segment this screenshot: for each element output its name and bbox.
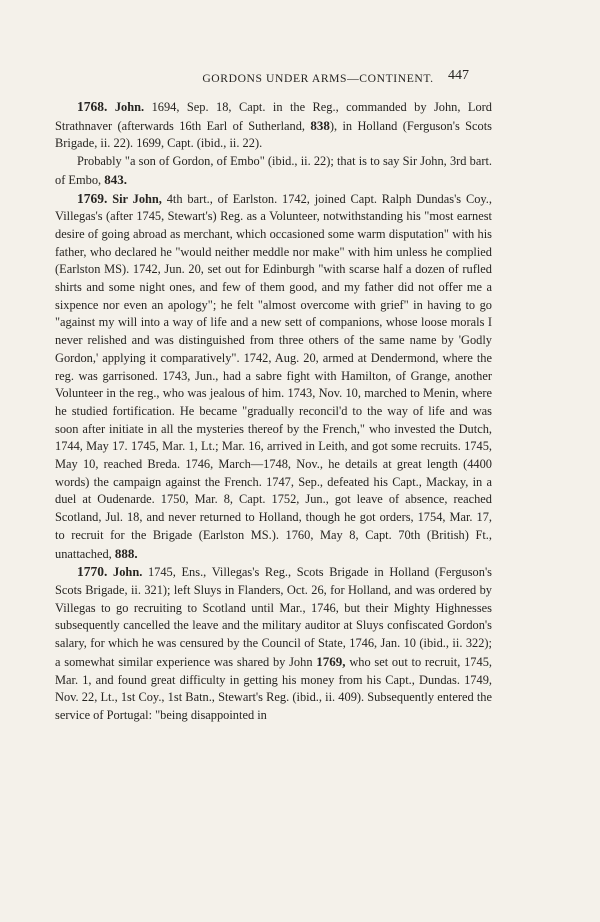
entry-note: Probably "a son of Gordon, of Embo" (ibid., ii. 22); that is to say Sir John, 3rd bart. of Embo, — [55, 154, 492, 187]
entry-name: Sir John, — [112, 191, 162, 206]
entry-text: 1694, Sep. 18, Capt. in the Reg., commanded by John, Lord Strathnaver (afterwards 16th Earl of Sutherland, — [55, 100, 492, 133]
cross-reference: 838 — [310, 117, 330, 133]
page-body — [55, 98, 492, 725]
running-title: GORDONS UNDER ARMS—CONTINENT. — [202, 72, 434, 85]
entry-name: John. — [113, 565, 143, 580]
cross-reference: 843. — [104, 171, 127, 187]
entry-1768-note — [55, 153, 492, 189]
entry-1769 — [55, 190, 492, 564]
entry-name: John. — [114, 100, 145, 114]
entry-text-continued: ), in Holland (Ferguson's Scots Brigade, ii. 22). 1699, Capt. (ibid., ii. 22). — [55, 118, 492, 151]
entry-number: 1768. — [77, 99, 108, 114]
entry-number: 1769. — [77, 190, 108, 206]
entry-1768 — [55, 98, 492, 153]
entry-text: 1745, Ens., Villegas's Reg., Scots Brigade in Holland (Ferguson's Scots Brigade, ii. 321); left Sluys in Flanders, Oct. 26, for Holland, and was ordered by Villegas to go recruiting to Scotland until Mar., 1746, but their Mighty Highnesses subsequently cancelled the leave and the military auditor at Sluys confiscated Gordon's salary, for which he was censured by the Council of State, 1746, Jan. 10 (ibid., ii. 322); a somewhat similar experience was shared by John — [55, 565, 492, 669]
cross-reference: 888. — [114, 545, 138, 561]
page-number: 447 — [448, 68, 469, 83]
entry-1770 — [55, 563, 492, 724]
entry-text: 4th bart., of Earlston. 1742, joined Capt. Ralph Dundas's Coy., Villegas's (after 1745, Stewart's) Reg. as a Volunteer, notwithstanding his "most earnest desire of going abroad as merchant, which occasioned some warm disputation" with his father, who declared he "would neither meddle nor make" with him unless he complied (Earlston MS). 1742, Jun. 20, set out for Edinburgh "with scarse half a dozen of rufled shirts and some night ones, and few of them good, and my father did not offer me a sixpence nor even an apology"; he felt "almost overcome with grief" in having to go "against my will into a way of life and a new sett of companions, whose loose morals I never relished and was distinguished from three others of the same name by 'Godly Gordon,' applying it comparatively". 1742, Aug. 20, armed at Dendermond, where the reg. was garrisoned. 1743, Jun., had a sabre fight with Hamilton, of Grange, another Volunteer in the reg., who was jealous of him. 1743, Nov. 10, marched to Menin, where he studied fortification. He became "gradually reconcil'd to the way of life and was soon after initiate in all the mysteries thereof by the French," who invested the Dutch, 1744, May 17. 1745, Mar. 1, Lt.; Mar. 16, arrived in Leith, and got some recruits. 1745, May 10, reached Breda. 1746, March—1748, Nov., he details at great length (4400 words) the campaign against the French. 1747, Sep., defeated his Capt., Mackay, in a duel at Oudenarde. 1750, Mar. 8, Capt. 1752, Jun., got leave of absence, reached Scotland, Jul. 18, and never returned to Holland, though he got orders, 1754, Mar. 17, to recruit for the Brigade (Earlston MS.). 1760, May 8, Capt. 70th (British) Ft., unattached, — [55, 191, 492, 561]
cross-reference: 1769, — [316, 653, 346, 669]
entry-number: 1770. — [77, 564, 108, 580]
entry-text-continued: who set out to recruit, 1745, Mar. 1, and found great difficulty in getting his money from his Capt., Dundas. 1749, Nov. 22, Lt., 1st Coy., 1st Batn., Stewart's Reg. (ibid., ii. 409). Subsequently entered the service of Portugal: "being disappointed in — [55, 654, 492, 722]
